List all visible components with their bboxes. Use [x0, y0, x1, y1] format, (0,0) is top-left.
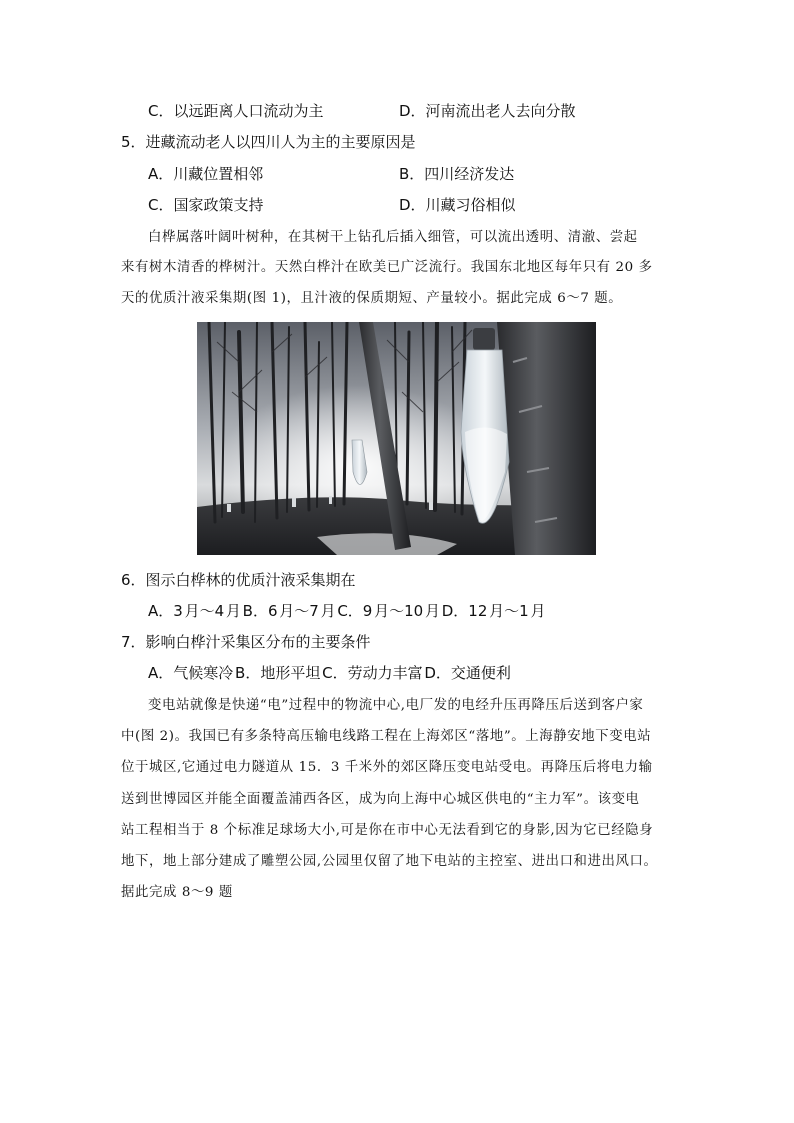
q7-options: A．气候寒冷 B．地形平坦 C．劳动力丰富 D．交通便利 [148, 664, 511, 682]
substation-passage-line-7: 据此完成 8～9 题 [121, 885, 233, 900]
substation-passage-line-3: 位于城区,它通过电力隧道从 15．3 千米外的郊区降压变电站受电。再降压后将电力输 [121, 760, 653, 775]
substation-passage-line-4: 送到世博园区并能全面覆盖浦西各区，成为向上海中心城区供电的“主力军”。该变电 [121, 792, 640, 807]
q6-stem: 6．图示白桦林的优质汁液采集期在 [121, 571, 356, 589]
birch-sap-photo [197, 322, 596, 555]
substation-passage-line-1: 变电站就像是快递“电”过程中的物流中心,电厂发的电经升压再降压后送到客户家 [148, 698, 644, 713]
substation-passage-line-2: 中(图 2)。我国已有多条特高压输电线路工程在上海郊区“落地”。上海静安地下变电站 [121, 729, 652, 744]
q6-options: A．3 月～4 月 B．6 月～7 月 C．9 月～10 月 D．12 月～1 月 [148, 602, 546, 620]
q5-stem: 5．进藏流动老人以四川人为主的主要原因是 [121, 133, 416, 151]
q7-stem: 7．影响白桦汁采集区分布的主要条件 [121, 633, 371, 651]
substation-passage-line-6: 地下，地上部分建成了雕塑公园,公园里仅留了地下电站的主控室、进出口和进出风口。 [121, 854, 658, 869]
birch-passage-line-1: 白桦属落叶阔叶树种，在其树干上钻孔后插入细管，可以流出透明、清澈、尝起 [148, 230, 638, 245]
q5-option-a: A．川藏位置相邻 [148, 165, 264, 183]
q4-option-d: D．河南流出老人去向分散 [399, 102, 576, 120]
q5-option-c: C．国家政策支持 [148, 196, 264, 214]
q5-option-b: B．四川经济发达 [399, 165, 515, 183]
substation-passage-line-5: 站工程相当于 8 个标准足球场大小,可是你在市中心无法看到它的身影,因为它已经隐身 [121, 823, 654, 838]
birch-passage-line-2: 来有树木清香的桦树汁。天然白桦汁在欧美已广泛流行。我国东北地区每年只有 20 多 [121, 260, 653, 275]
q4-option-c: C．以远距离人口流动为主 [148, 102, 324, 120]
birch-passage-line-3: 天的优质汁液采集期(图 1)，且汁液的保质期短、产量较小。据此完成 6～7 题。 [121, 291, 623, 306]
birch-sap-collection-photo-icon [197, 322, 596, 555]
q5-option-d: D．川藏习俗相似 [399, 196, 516, 214]
